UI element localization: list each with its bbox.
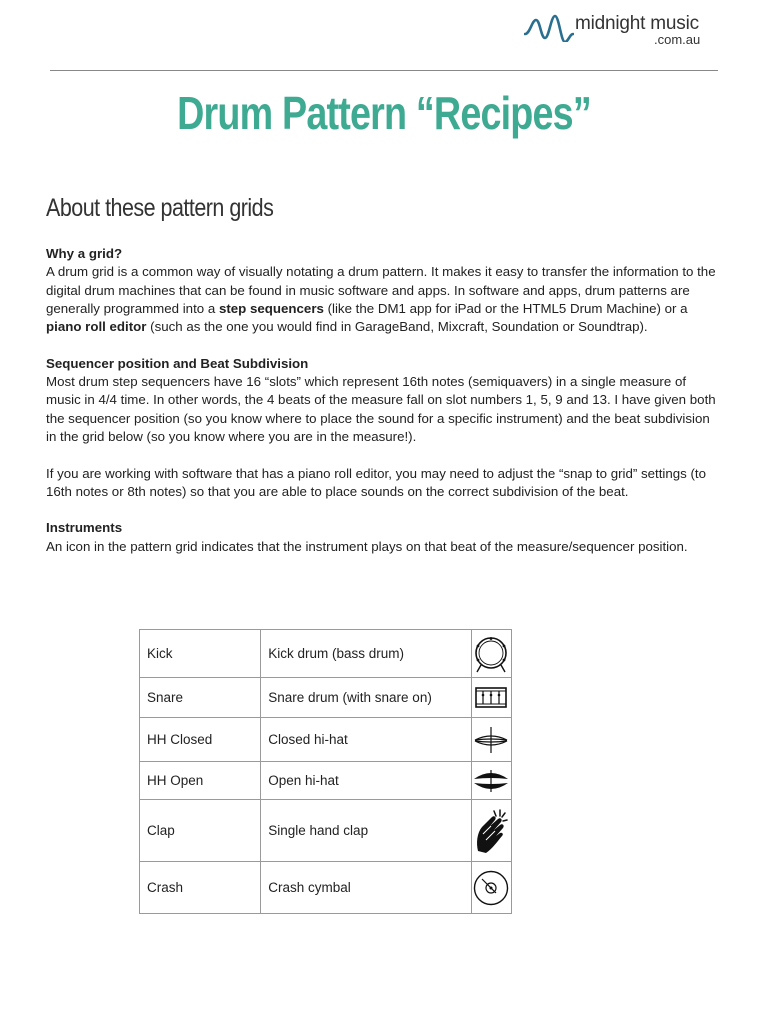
- page-title: Drum Pattern “Recipes”: [177, 87, 591, 139]
- why-grid-text-2: (like the DM1 app for iPad or the HTML5 Drum Machine) or a: [323, 300, 688, 316]
- table-row: [140, 678, 512, 718]
- closed-hihat-icon: [472, 725, 510, 755]
- table-row: [140, 800, 512, 862]
- sequencer-paragraph: [46, 355, 721, 446]
- instrument-icon-cell: [471, 678, 511, 718]
- instrument-description: Kick drum (bass drum): [261, 630, 472, 678]
- instrument-name: Clap: [140, 800, 261, 862]
- instrument-name: Snare: [140, 678, 261, 718]
- why-grid-bold-1: step sequencers: [218, 300, 324, 316]
- kick-drum-icon: [472, 635, 510, 673]
- instrument-description: Snare drum (with snare on): [261, 678, 472, 718]
- instruments-paragraph: [46, 519, 721, 556]
- crash-cymbal-icon: [472, 869, 510, 907]
- instrument-description: Closed hi-hat: [261, 718, 472, 762]
- why-grid-text-1: A drum grid is a common way of visually notating a drum pattern. It makes it easy to transfer the information to the digital drum machines that can be found in music software and apps. In software and apps, drum patterns are generally programmed into a: [46, 264, 716, 316]
- piano-roll-text: If you are working with software that has a piano roll editor, you may need to adjust the “snap to grid” settings (to 16th notes or 8th notes) so that you are able to place sounds on the correct subdivision of the beat.: [46, 465, 707, 499]
- instrument-name: Kick: [140, 630, 261, 678]
- instrument-icon-cell: [471, 862, 511, 914]
- instrument-description: Open hi-hat: [261, 762, 472, 800]
- open-hihat-icon: [472, 767, 510, 795]
- sequencer-heading: Sequencer position and Beat Subdivision: [46, 355, 309, 371]
- snare-drum-icon: [472, 683, 510, 713]
- why-grid-text-3: (such as the one you would find in GarageBand, Mixcraft, Soundation or Soundtrap).: [146, 319, 648, 335]
- instrument-icon-cell: [471, 630, 511, 678]
- why-grid-paragraph: [46, 245, 721, 336]
- sequencer-text: Most drum step sequencers have 16 “slots” which represent 16th notes (semiquavers) in a single measure of music in 4/4 time. In other words, the 4 beats of the measure fall on slot numbers 1, 5, 9 and 13. I have given both the sequencer position (so you know where to place the sound for a specific instrument) and the beat subdivision in the grid below (so you know where you are in the measure!).: [46, 374, 716, 444]
- sound-wave-icon: [524, 12, 574, 42]
- instruments-text: An icon in the pattern grid indicates that the instrument plays on that beat of the measure/sequencer position.: [46, 538, 688, 554]
- instrument-name: HH Open: [140, 762, 261, 800]
- why-grid-heading: Why a grid?: [46, 246, 123, 261]
- instrument-icon-cell: [471, 762, 511, 800]
- body-content: [46, 245, 721, 574]
- midnight-music-logo: [524, 10, 724, 52]
- instruments-table: [139, 629, 512, 914]
- instrument-description: Crash cymbal: [261, 862, 472, 914]
- instruments-heading: Instruments: [46, 520, 123, 536]
- hand-clap-icon: [472, 807, 510, 855]
- instrument-icon-cell: [471, 800, 511, 862]
- table-row: [140, 762, 512, 800]
- section-subtitle: About these pattern grids: [46, 194, 274, 222]
- table-row: [140, 862, 512, 914]
- piano-roll-paragraph: [46, 465, 721, 502]
- instrument-name: Crash: [140, 862, 261, 914]
- instrument-name: HH Closed: [140, 718, 261, 762]
- logo-name: midnight music: [575, 13, 699, 34]
- logo-domain: .com.au: [654, 32, 701, 47]
- why-grid-bold-2: piano roll editor: [46, 319, 147, 335]
- table-row: [140, 630, 512, 678]
- instrument-description: Single hand clap: [261, 800, 472, 862]
- table-row: [140, 718, 512, 762]
- header-divider: [50, 70, 718, 71]
- instrument-icon-cell: [471, 718, 511, 762]
